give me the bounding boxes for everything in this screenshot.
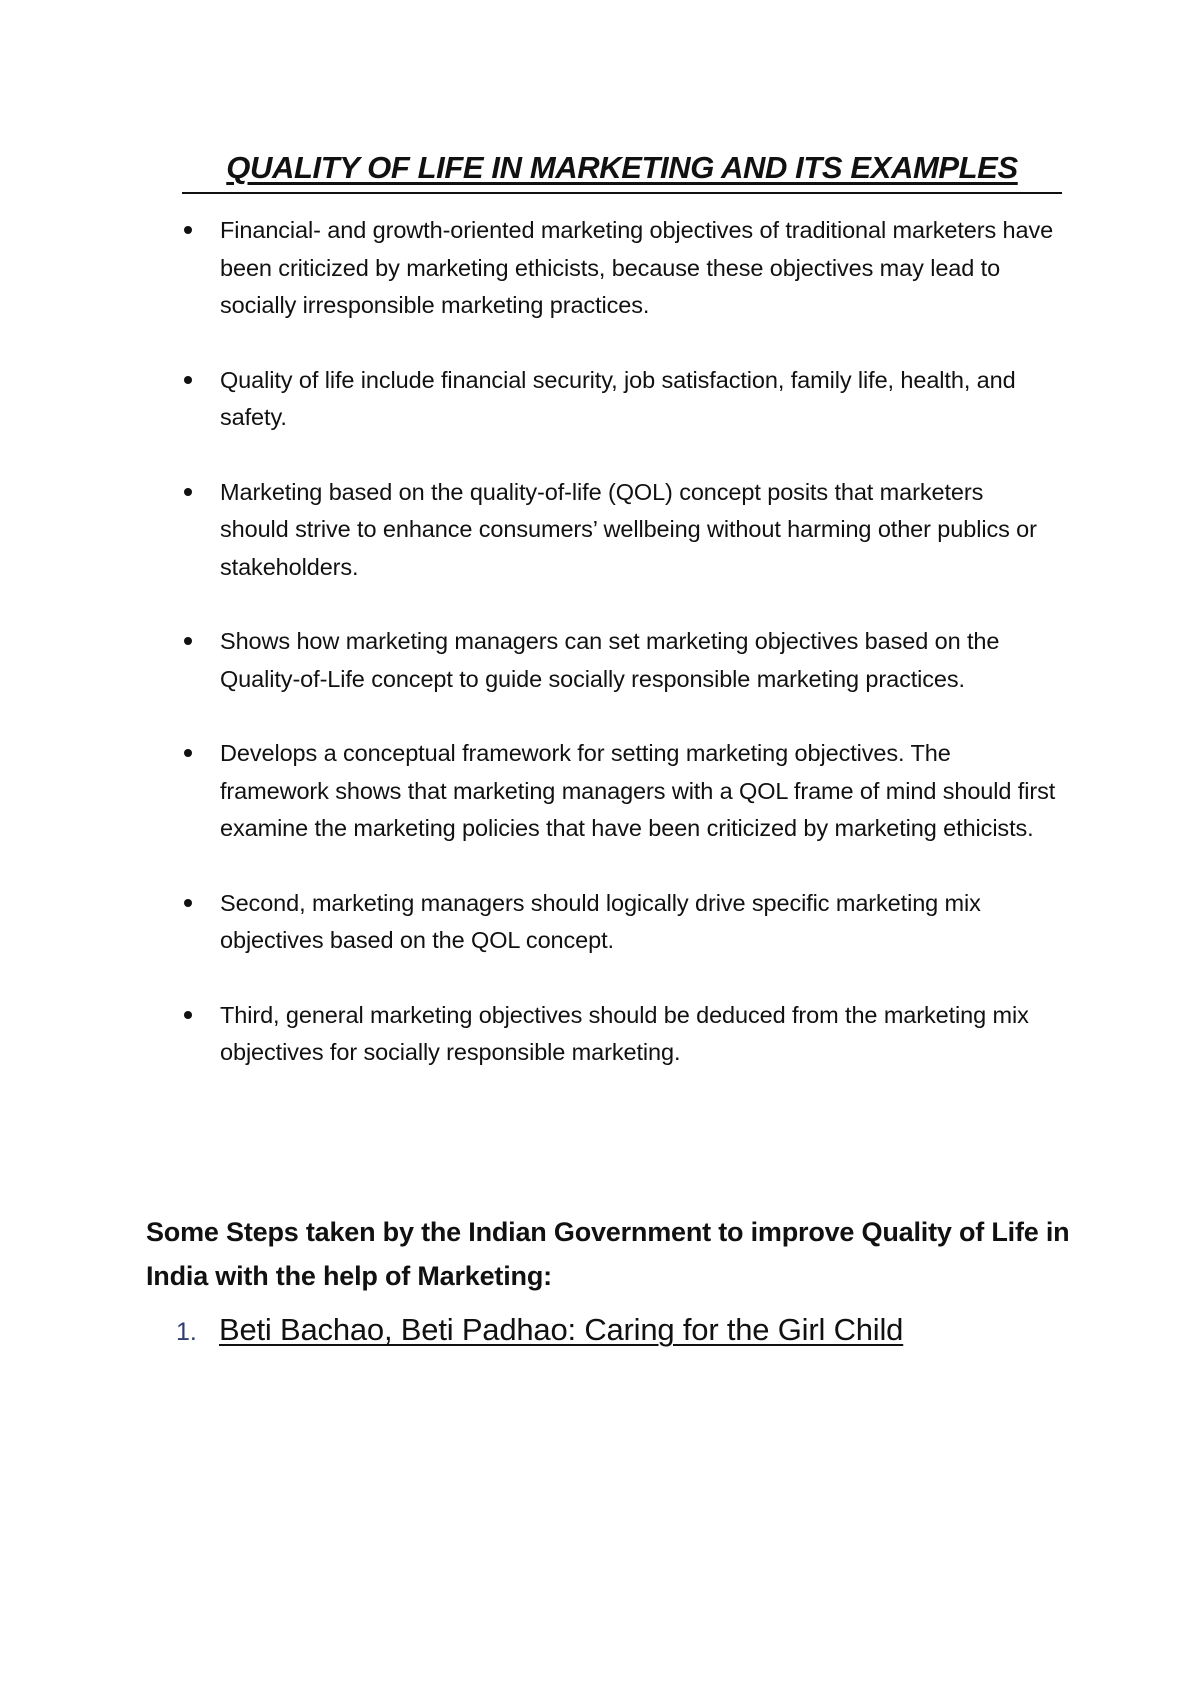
- list-item: [178, 735, 1058, 848]
- list-item: [178, 997, 1058, 1072]
- list-item-text: Shows how marketing managers can set marketing objectives based on the Quality-of-Life concept to guide socially responsible marketing practices.: [220, 628, 1000, 692]
- bullet-icon: [184, 749, 192, 757]
- list-item: [178, 623, 1058, 698]
- bullet-icon: [184, 226, 192, 234]
- section-heading: Some Steps taken by the Indian Government to improve Quality of Life in India with the help of Marketing:: [146, 1217, 1070, 1291]
- steps-list: [176, 1308, 903, 1354]
- list-item-text: Marketing based on the quality-of-life (QOL) concept posits that marketers should strive to enhance consumers’ wellbeing without harming other publics or stakeholders.: [220, 478, 1037, 580]
- list-item-text: Quality of life include financial security, job satisfaction, family life, health, and safety.: [220, 366, 1016, 430]
- bullet-list: [178, 212, 1058, 1109]
- list-item-text: Second, marketing managers should logically drive specific marketing mix objectives based on the QOL concept.: [220, 889, 981, 953]
- list-item-text: Develops a conceptual framework for setting marketing objectives. The framework shows that marketing managers with a QOL frame of mind should first examine the marketing policies that have been criticized by marketing ethicists.: [220, 740, 1056, 841]
- bullet-icon: [184, 376, 192, 384]
- title-block: [182, 148, 1062, 194]
- step-heading: Beti Bachao, Beti Padhao: Caring for the Girl Child: [219, 1312, 904, 1347]
- list-item: [178, 362, 1058, 437]
- step-number: 1.: [176, 1318, 197, 1346]
- bullet-icon: [184, 899, 192, 907]
- list-item-text: Third, general marketing objectives should be deduced from the marketing mix objectives for socially responsible marketing.: [220, 1001, 1029, 1065]
- list-item: [178, 212, 1058, 325]
- list-item: [178, 885, 1058, 960]
- page-title: QUALITY OF LIFE IN MARKETING AND ITS EXAMPLES: [226, 150, 1018, 185]
- list-item: [178, 474, 1058, 587]
- bullet-icon: [184, 1011, 192, 1019]
- step-item: [176, 1308, 903, 1354]
- bullet-icon: [184, 488, 192, 496]
- list-item-text: Financial- and growth-oriented marketing objectives of traditional marketers have been criticized by marketing ethicists, because these objectives may lead to socially irresponsible marketing practices.: [220, 217, 1054, 318]
- bullet-icon: [184, 637, 192, 645]
